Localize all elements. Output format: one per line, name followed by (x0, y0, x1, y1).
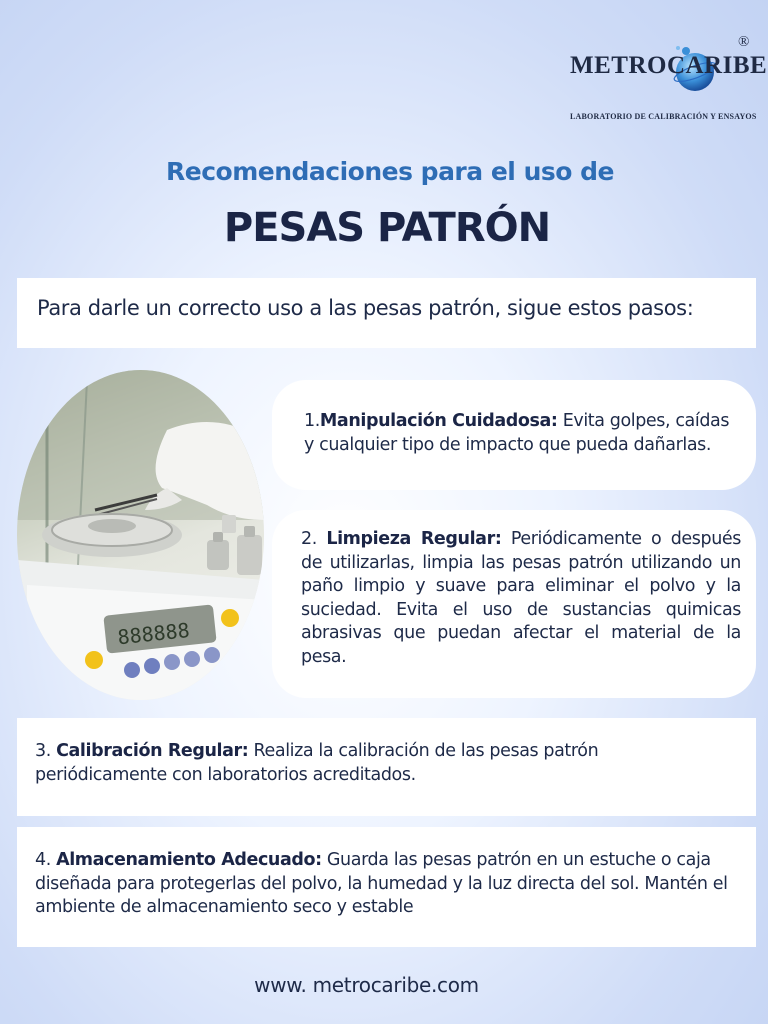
step-1-text (304, 410, 744, 457)
step-4-text (35, 849, 745, 920)
step-3-number: 3. (35, 741, 57, 761)
step-2-text (301, 528, 741, 669)
registered-mark: ® (738, 34, 750, 50)
step-4-heading: Almacenamiento Adecuado: (56, 850, 322, 870)
step-3-body: Realiza la calibración de las pesas patrón periódicamente con laboratorios acreditados. (35, 741, 599, 785)
step-1-body: Evita golpes, caídas y cualquier tipo de impacto que pueda dañarlas. (304, 411, 730, 455)
metrocaribe-logo (566, 34, 768, 126)
step-2-body: Periódicamente o después de utilizarlas, limpia las pesas patrón utilizando un paño limpio y suave para eliminar el polvo y la suciedad. Evita el uso de sustancias quimicas abrasivas que puedan afectar el material de la pesa. (301, 529, 742, 667)
step-1-number: 1. (304, 411, 320, 431)
logo-tagline: LABORATORIO DE CALIBRACIÓN Y ENSAYOS (570, 112, 757, 121)
intro-text: Para darle un correcto uso a las pesas patrón, sigue estos pasos: (37, 296, 694, 320)
step-1-heading: Manipulación Cuidadosa: (319, 411, 558, 431)
intro-box (17, 278, 756, 348)
step-2-heading: Limpieza Regular: (326, 529, 502, 549)
balance-illustration (17, 370, 264, 700)
step-4-card (17, 827, 756, 947)
step-1-card (272, 380, 756, 490)
page-subtitle: Recomendaciones para el uso de (166, 157, 614, 186)
step-2-number: 2. (301, 529, 327, 549)
step-3-heading: Calibración Regular: (56, 741, 249, 761)
logo-wordmark: METROCARIBE (570, 52, 768, 79)
step-3-card (17, 718, 756, 816)
step-4-body: Guarda las pesas patrón en un estuche o caja diseñada para protegerlas del polvo, la humedad y la luz directa del sol. Mantén el ambiente de almacenamiento seco y estable (35, 850, 728, 917)
step-2-card (272, 510, 756, 698)
page-title: PESAS PATRÓN (223, 205, 551, 251)
step-3-text (35, 740, 735, 787)
analytical-balance-photo (17, 370, 264, 700)
step-4-number: 4. (35, 850, 57, 870)
balance-display: 888888 (116, 617, 191, 650)
website-link[interactable]: www. metrocaribe.com (254, 973, 479, 997)
